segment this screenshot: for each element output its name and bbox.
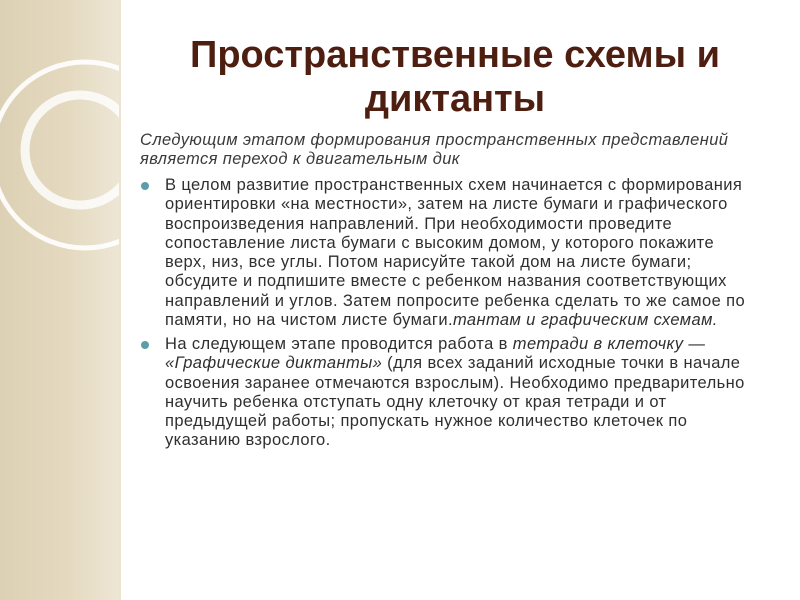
text-run: верх, низ, все углы. Потом нарисуйте такой дом на листе бумаги; <box>165 253 692 272</box>
bullet-text-line <box>165 335 745 354</box>
text-run: освоения заранее отмечаются взрослым). Необходимо предварительно <box>165 373 745 392</box>
bullet-text-line <box>165 215 745 234</box>
decorative-rings <box>0 0 119 260</box>
bullet-text-line <box>165 412 745 431</box>
text-run: указанию взрослого. <box>165 431 331 450</box>
text-run: направлений и углов. Затем попросите ребенка сделать то же самое по <box>165 291 746 310</box>
italic-text-run: тетради в клеточку <box>512 334 684 353</box>
bullet-item <box>137 335 745 451</box>
bullet-item <box>137 176 745 330</box>
bullet-text-line <box>165 195 745 214</box>
text-run: обсудите и подпишите вместе с ребенком названия соответствующих <box>165 272 727 291</box>
intro-paragraph <box>140 131 728 168</box>
bullet-text-line <box>165 311 745 330</box>
bullet-text-line <box>165 253 745 272</box>
bullet-dot-icon <box>141 182 149 190</box>
text-run: памяти, но на чистом листе бумаги. <box>165 311 453 330</box>
bullet-text-line <box>165 354 745 373</box>
title-line: диктанты <box>364 78 546 120</box>
title-line: Пространственные схемы и <box>190 34 720 76</box>
decorative-ring-small <box>25 95 119 205</box>
bullet-text-line <box>165 272 745 291</box>
italic-text-run: тантам и графическим схемам. <box>452 311 718 330</box>
text-run: научить ребенка отступать одну клеточку от края тетради и от <box>165 392 667 411</box>
bullet-list <box>137 176 745 451</box>
bullet-text-line <box>165 431 745 450</box>
bullet-text-line <box>165 176 745 195</box>
text-run: воспроизведения направлений. При необходимости проведите <box>165 214 673 233</box>
intro-line: Следующим этапом формирования пространственных представлений <box>140 131 729 149</box>
decorative-ring-large <box>0 62 119 248</box>
text-run: (для всех заданий исходные точки в начале <box>382 354 741 373</box>
bullet-dot-icon <box>141 341 149 349</box>
text-run: сопоставление листа бумаги с высоким домом, у которого покажите <box>165 233 715 252</box>
text-run: На следующем этапе проводится работа в <box>165 334 513 353</box>
slide-title <box>120 33 790 121</box>
bullet-text-line <box>165 234 745 253</box>
intro-line: является переход к двигательным дик <box>140 149 460 168</box>
text-run: В целом развитие пространственных схем начинается с формирования <box>165 176 743 194</box>
text-run: предыдущей работы; пропускать нужное количество клеточек по <box>165 412 688 431</box>
text-run: — <box>683 334 706 353</box>
text-run: ориентировки «на местности», затем на листе бумаги и графического <box>165 195 728 214</box>
bullet-text-line <box>165 374 745 393</box>
bullet-text-line <box>165 292 745 311</box>
italic-text-run: «Графические диктанты» <box>165 354 383 373</box>
bullet-text-line <box>165 393 745 412</box>
